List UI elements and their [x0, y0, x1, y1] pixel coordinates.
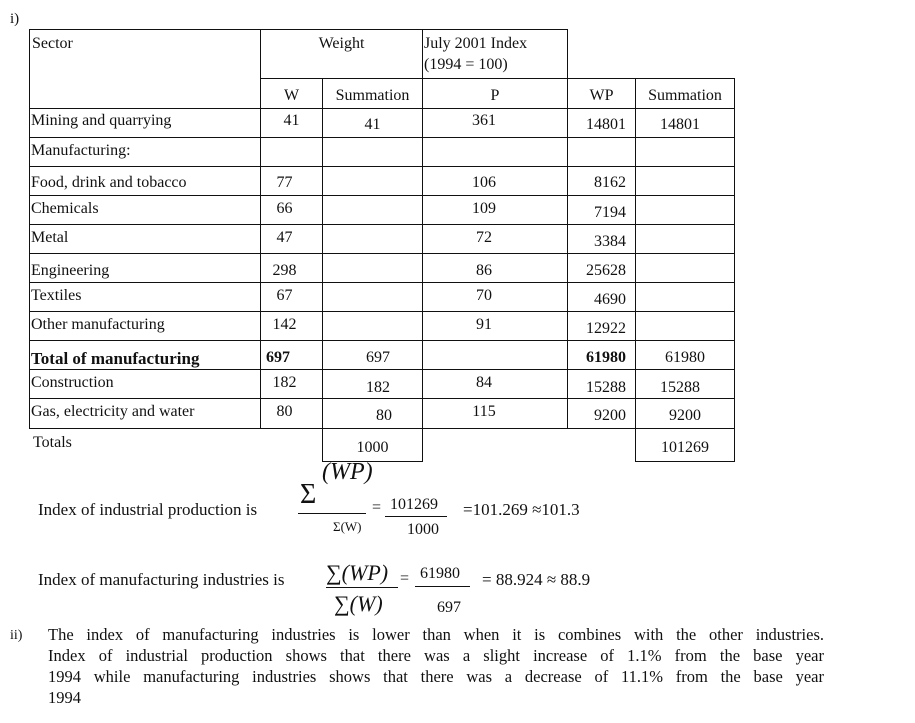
- formula1-frac-den: 1000: [407, 521, 439, 538]
- row-sum1: 80: [376, 407, 392, 424]
- row-sector: Engineering: [31, 262, 110, 279]
- row-wp: 14801: [586, 116, 626, 133]
- header-sector: Sector: [32, 35, 73, 52]
- header-p: P: [490, 87, 500, 104]
- paragraph-line: 1994: [48, 688, 81, 707]
- header-summation-2: Summation: [648, 87, 722, 104]
- row-w: 41: [283, 112, 300, 129]
- header-index-line2: (1994 = 100): [424, 56, 508, 73]
- row-wp: 12922: [586, 320, 626, 337]
- row-p: 91: [476, 316, 492, 333]
- row-sector: Construction: [31, 374, 114, 391]
- header-weight: Weight: [318, 35, 365, 52]
- row-p: 106: [472, 174, 496, 191]
- formula1-numerator: (WP): [322, 459, 373, 485]
- row-sector: Food, drink and tobacco: [31, 174, 187, 191]
- row-wp: 25628: [586, 262, 626, 279]
- totals-label: Totals: [33, 434, 72, 451]
- row-sector: Textiles: [31, 287, 82, 304]
- row-sum2: 14801: [660, 116, 700, 133]
- row-sum2: 15288: [660, 379, 700, 396]
- row-p: 86: [476, 262, 492, 279]
- header-summation-1: Summation: [335, 87, 410, 104]
- formula2-label: Index of manufacturing industries is: [38, 570, 285, 589]
- header-index-line1: July 2001 Index: [424, 35, 528, 52]
- row-w: 47: [276, 229, 293, 246]
- row-sector: Gas, electricity and water: [31, 403, 195, 420]
- conclusion-paragraph: [48, 624, 824, 708]
- formula1-result: =101.269 ≈101.3: [463, 500, 580, 519]
- row-w: 66: [276, 200, 293, 217]
- row-wp: 61980: [586, 349, 626, 366]
- totals-sum1: 1000: [356, 439, 389, 456]
- row-sum1: 41: [364, 116, 381, 133]
- formula2-numerator: ∑(WP): [326, 560, 389, 585]
- row-p: 70: [476, 287, 492, 304]
- row-sum1: 697: [366, 349, 390, 366]
- row-wp: 15288: [586, 379, 626, 396]
- row-w: 80: [276, 403, 293, 420]
- row-wp: 7194: [594, 204, 626, 221]
- formula2-frac-bar: [415, 586, 470, 587]
- row-p: 84: [476, 374, 492, 391]
- part-ii-label: ii): [10, 628, 23, 643]
- header-w: W: [283, 87, 300, 104]
- row-p: 109: [472, 200, 496, 217]
- formula2-eq: =: [400, 570, 410, 587]
- formula1-label: Index of industrial production is: [38, 500, 258, 519]
- row-wp: 8162: [594, 174, 626, 191]
- row-p: 72: [476, 229, 492, 246]
- formula2-frac-den: 697: [437, 599, 461, 616]
- totals-sum2: 101269: [661, 439, 709, 456]
- row-sum2: 61980: [665, 349, 705, 366]
- formula1-denominator: Σ(W): [333, 519, 362, 534]
- formula1-frac-num: 101269: [390, 496, 438, 513]
- formula2-result: = 88.924 ≈ 88.9: [482, 570, 591, 589]
- row-w: 77: [276, 174, 293, 191]
- header-wp: WP: [589, 87, 614, 104]
- row-sector: Total of manufacturing: [31, 349, 200, 368]
- formula2-frac-num: 61980: [420, 565, 460, 582]
- row-sector: Metal: [31, 229, 69, 246]
- row-wp: 3384: [594, 233, 626, 250]
- paragraph-line: 1994 while manufacturing industries shows that there was a decrease of 11.1% from the base year: [48, 667, 824, 686]
- row-w: 697: [266, 349, 290, 366]
- row-sector: Other manufacturing: [31, 316, 165, 333]
- row-wp: 9200: [594, 407, 626, 424]
- row-sum1: 182: [366, 379, 390, 396]
- row-w: 182: [272, 374, 297, 391]
- row-sector: Mining and quarrying: [31, 112, 172, 129]
- row-sector: Chemicals: [31, 200, 99, 217]
- formula2-fraction-bar: [326, 587, 398, 588]
- row-p: 361: [472, 112, 496, 129]
- formula1-frac-bar: [385, 516, 447, 517]
- formula1-eq: =: [372, 499, 382, 516]
- paragraph-line: Index of industrial production shows that there was a slight increase of 1.1% from the base year: [48, 646, 824, 665]
- row-w: 67: [276, 287, 293, 304]
- row-sector: Manufacturing:: [31, 142, 131, 159]
- part-i-label: i): [10, 11, 20, 27]
- formula1-sigma: Σ: [300, 479, 317, 510]
- row-wp: 4690: [594, 291, 626, 308]
- formula2-denominator: ∑(W): [334, 591, 383, 616]
- formula1-fraction-bar: [298, 513, 366, 514]
- row-sum2: 9200: [669, 407, 701, 424]
- row-w: 142: [272, 316, 297, 333]
- row-p: 115: [472, 403, 496, 420]
- row-w: 298: [272, 262, 297, 279]
- paragraph-line: The index of manufacturing industries is lower than when it is combines with the other industries.: [48, 625, 824, 644]
